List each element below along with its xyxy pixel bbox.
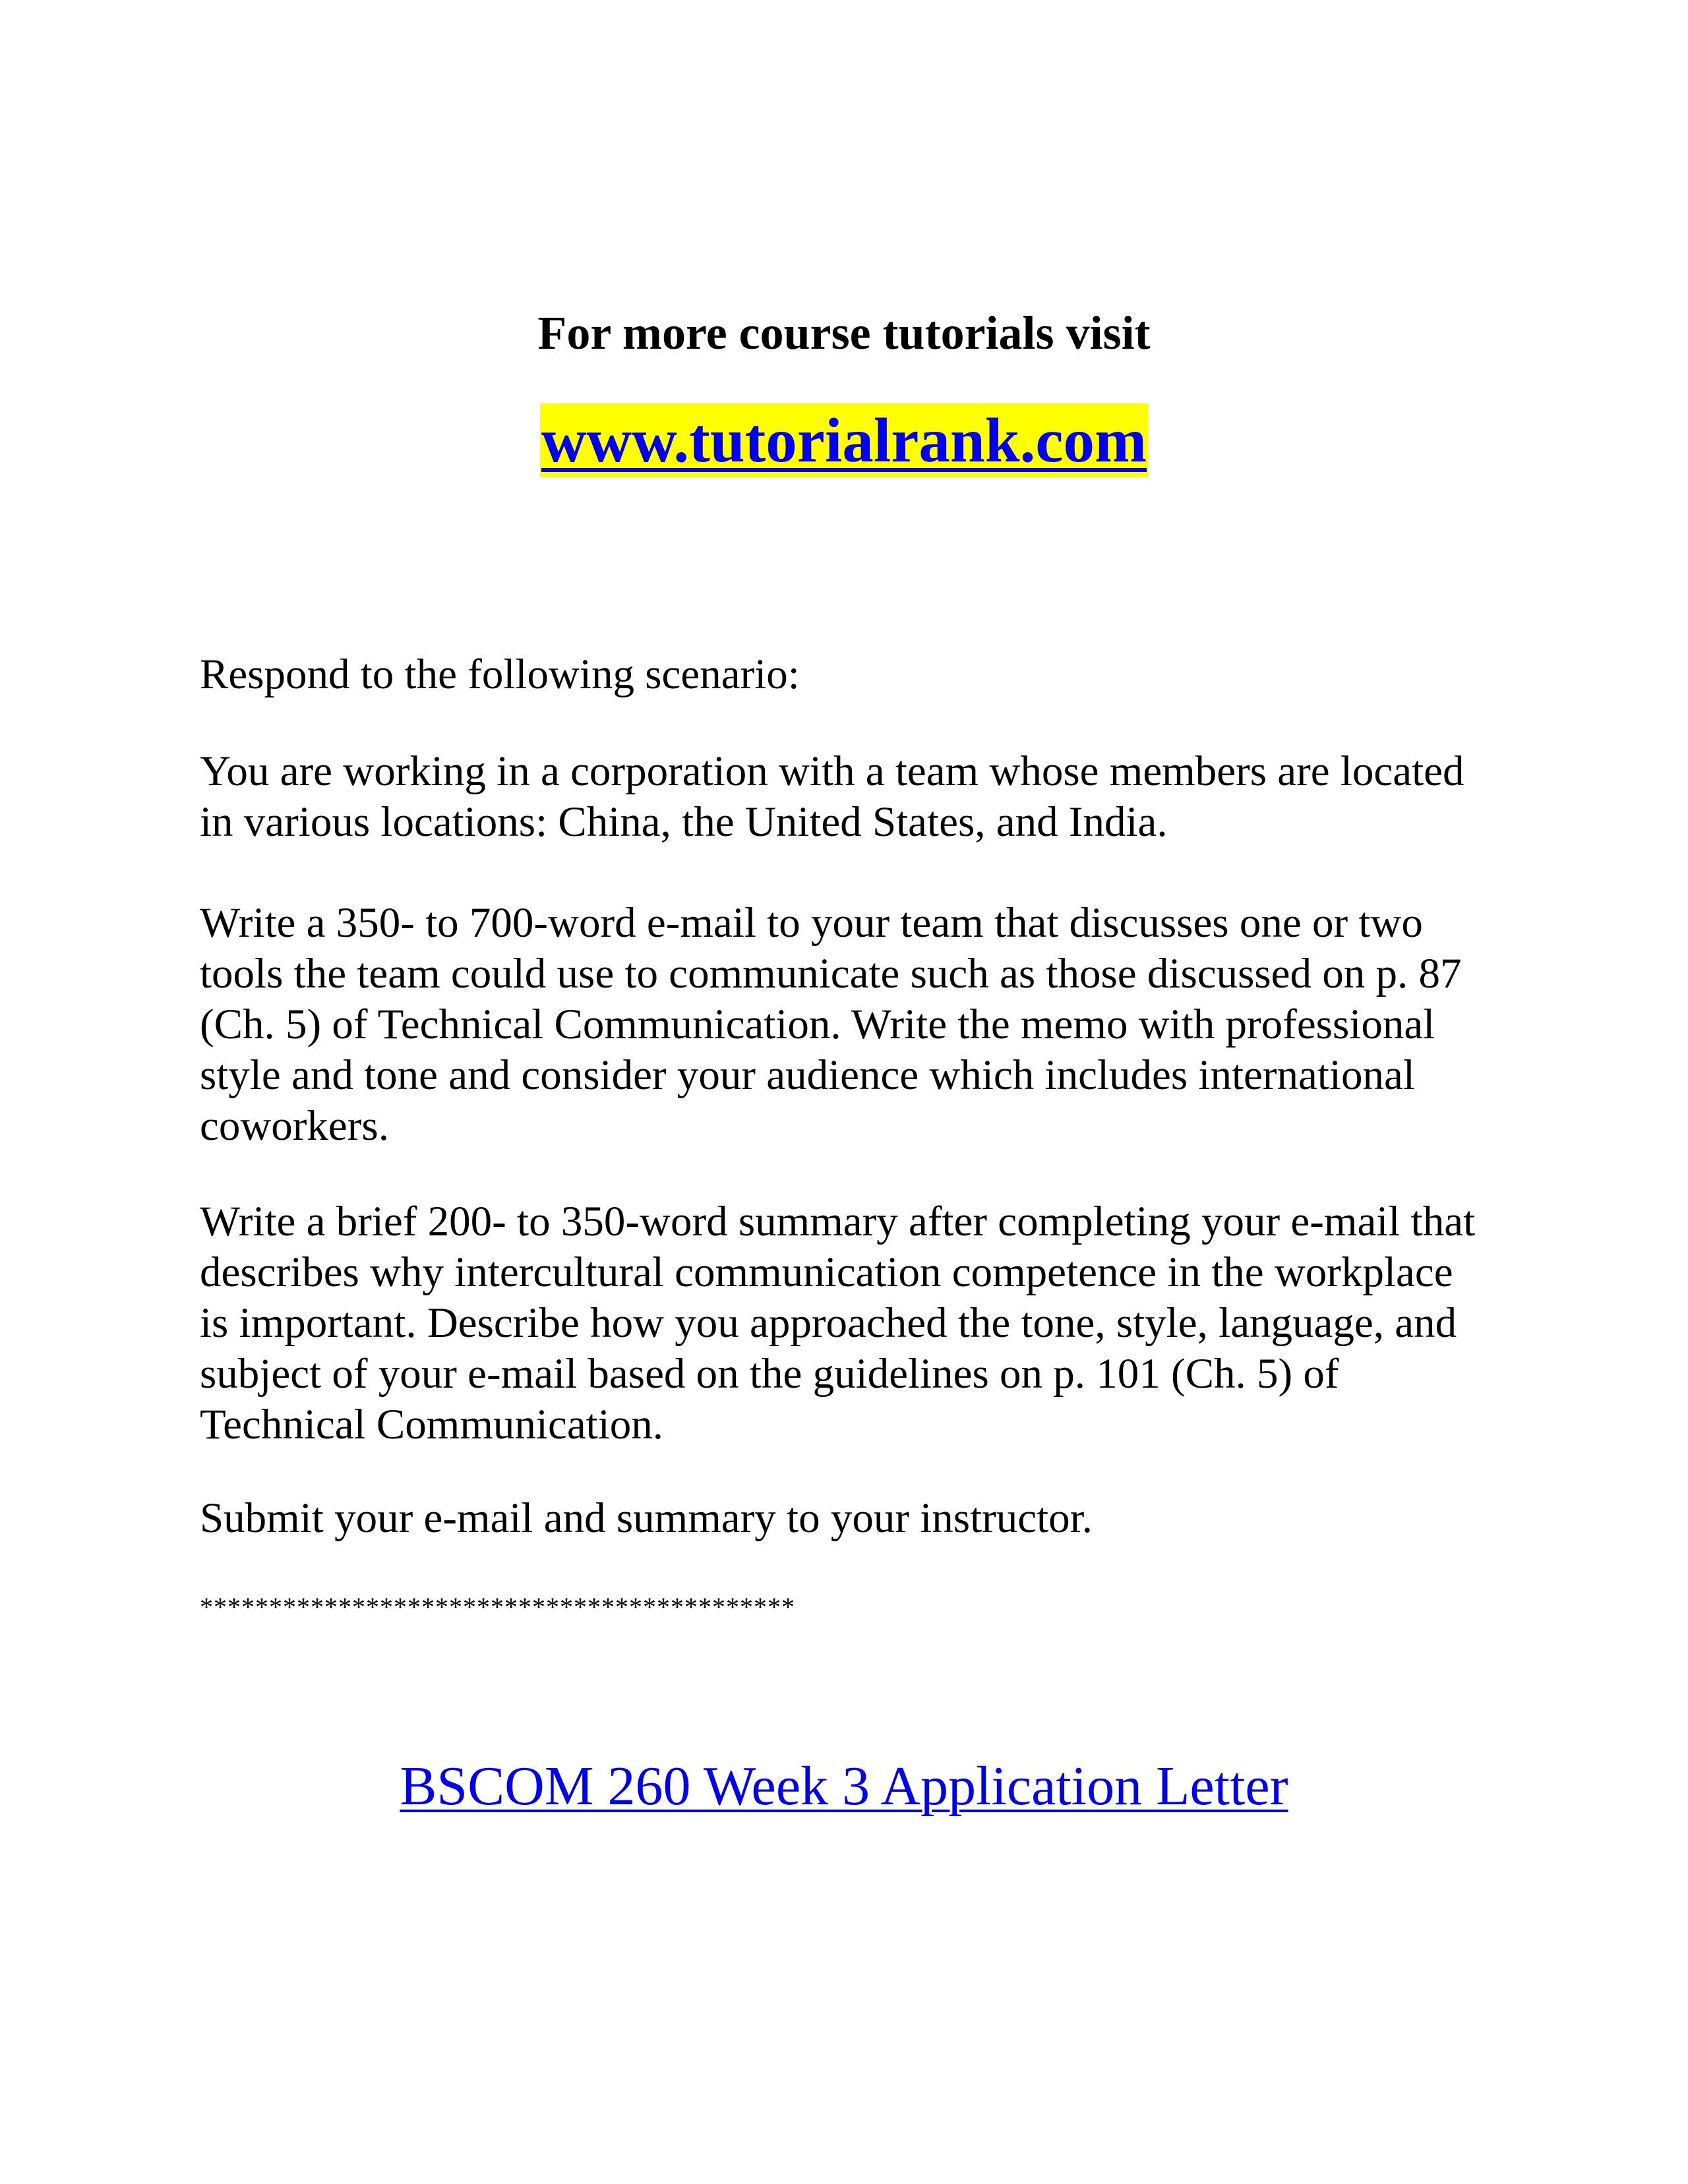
email-task-paragraph [200,898,1492,1152]
summary-task-paragraph [200,1196,1492,1450]
intro-text: Respond to the following scenario: [200,651,800,698]
course-link-container [0,1754,1688,1819]
submit-text: Submit your e-mail and summary to your instructor. [200,1494,1093,1542]
email-task-text: Write a 350- to 700-word e-mail to your team that discusses one or two tools the team could use to communicate such as those discussed on p. 87 (Ch. 5) of Technical Communication. Write the memo with professional style and tone and consider your audience which includes international coworkers. [200,899,1462,1150]
asterisk-separator: ******************************************* [200,1592,795,1622]
intro-paragraph [200,649,1492,700]
site-link-container [0,403,1688,477]
tutorialrank-link[interactable]: www.tutorialrank.com [540,403,1148,477]
course-title-link[interactable]: BSCOM 260 Week 3 Application Letter [400,1756,1288,1817]
summary-task-text: Write a brief 200- to 350-word summary after completing your e-mail that describes why intercultural communication competence in the workplace is important. Describe how you approached the tone, style, language, and subject of your e-mail based on the guidelines on p. 101 (Ch. 5) of Technical Communication. [200,1198,1476,1448]
scenario-text: You are working in a corporation with a team whose members are located in various locations: China, the United States, and India. [200,748,1464,846]
submit-paragraph [200,1493,1492,1544]
scenario-paragraph [200,746,1492,848]
visit-heading: For more course tutorials visit [537,307,1151,359]
